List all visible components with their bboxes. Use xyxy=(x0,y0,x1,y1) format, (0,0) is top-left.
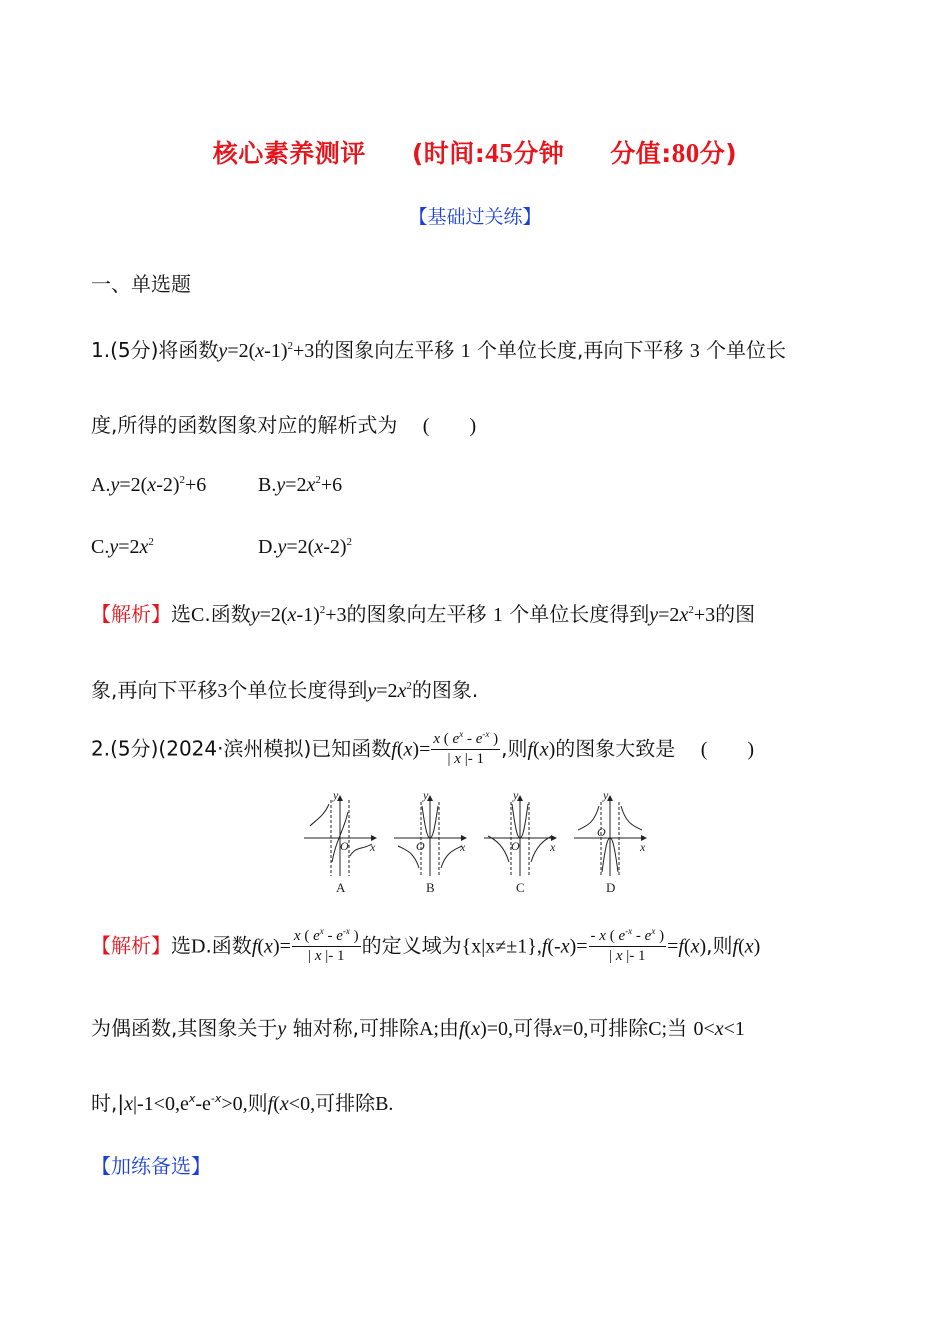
q1-stem-line2: 度,所得的函数图象对应的解析式为 ( ) xyxy=(91,413,477,437)
q2-solution-line1: 【解析】选D.函数f(x)= $\frac{x ( e^x - e^{-x} )}{| x |- 1}$ 的定义域为{x|x≠±1},f(-x)= $\frac{- x ( e^{-x} - e^x )}{| x |- 1}$ =f(x),则f(x) xyxy=(91,926,761,965)
q2-solution-line2: 为偶函数,其图象关于y 轴对称,可排除A;由f(x)=0,可得x=0,可排除C;当 0<x<1 xyxy=(91,1016,745,1040)
section-subtitle: 【基础过关练】 xyxy=(408,206,542,228)
q2-option-graphs xyxy=(300,790,660,898)
graph-d-axis-y: y xyxy=(603,790,609,802)
page-title: 核心素养测评 (时间:45分钟 分值:80分) xyxy=(212,138,738,168)
q1-solution-line1: 【解析】选C.函数$y=2(x-1)^2+3$的图象向左平移 1 个单位长度得到$y=2x^2+3$的图 xyxy=(91,602,756,626)
q2-function-fraction: $\frac{x ( e^x - e^{-x} )}{| x |- 1}$ xyxy=(433,729,499,768)
graph-a-label: A xyxy=(336,880,346,895)
q1-option-a[interactable]: $A.y=2(x-2)^2+6$ xyxy=(91,474,207,496)
graph-d-origin: O xyxy=(597,825,606,839)
graph-b-axis-x: x xyxy=(460,840,466,854)
q1-option-d[interactable]: $D.y=2(x-2)^2$ xyxy=(258,536,353,558)
graph-b-origin: O xyxy=(416,839,425,853)
graph-c-axis-x: x xyxy=(550,840,556,854)
graph-a[interactable] xyxy=(304,796,376,876)
graph-c[interactable] xyxy=(484,796,556,876)
graph-d[interactable] xyxy=(574,796,646,876)
section-heading: 一、单选题 xyxy=(91,272,191,296)
graph-b-label: B xyxy=(426,880,435,895)
q2-solution-line3: 时$,|x|-1<0,e^x-e^{-x}>0$,则f(x<0,可排除B. xyxy=(91,1091,394,1115)
graph-a-axis-x: x xyxy=(370,840,376,854)
graph-c-label: C xyxy=(516,880,525,895)
q1-solution-line2: 象,再向下平移3个单位长度得到$y=2x^2$的图象. xyxy=(91,678,479,702)
q1-stem-line1: 1.(5分)将函数$y=2(x-1)^2+3$的图象向左平移 1 个单位长度,再向下平移 3 个单位长 xyxy=(91,338,787,362)
graph-d-label: D xyxy=(606,880,616,895)
extra-practice-heading: 【加练备选】 xyxy=(91,1154,211,1178)
graph-c-axis-y: y xyxy=(513,790,519,802)
graph-b[interactable] xyxy=(394,796,466,876)
graph-c-origin: O xyxy=(511,839,520,853)
q1-option-c[interactable]: $C.y=2x^2$ xyxy=(91,536,154,558)
graph-a-origin: O xyxy=(340,839,349,853)
q2-stem: 2.(5分)(2024·滨州模拟)已知函数f(x)= $\frac{x ( e^x - e^{-x} )}{| x |- 1}$ ,则f(x)的图象大致是 ( ) xyxy=(91,729,755,768)
graph-a-axis-y: y xyxy=(333,790,339,802)
q1-option-b[interactable]: $B.y=2x^2+6$ xyxy=(258,474,343,496)
graph-d-axis-x: x xyxy=(640,840,646,854)
graph-b-axis-y: y xyxy=(423,790,429,802)
